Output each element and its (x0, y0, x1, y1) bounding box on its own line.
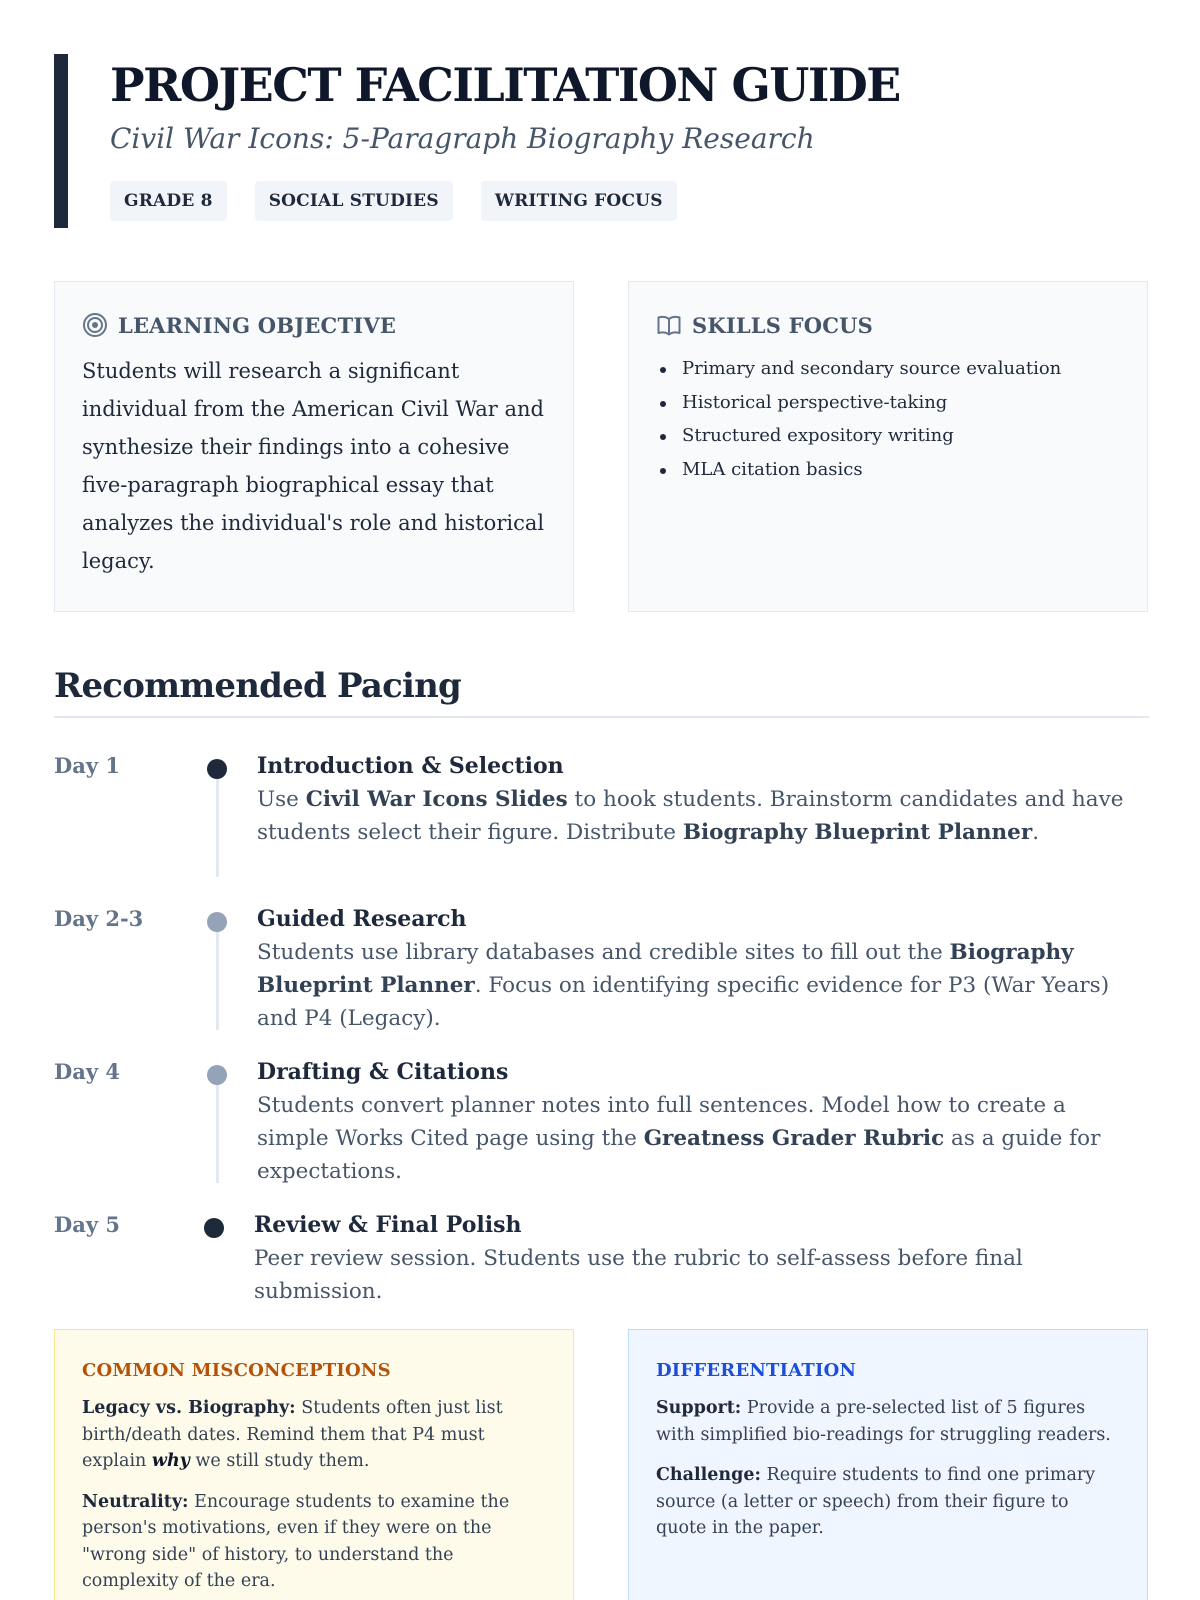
step-description (257, 1089, 1137, 1188)
text-run: Use (257, 787, 306, 812)
timeline-line (216, 779, 219, 877)
target-icon (82, 312, 108, 338)
page-subtitle: Civil War Icons: 5-Paragraph Biography Research (110, 122, 815, 155)
tag-grade: GRADE 8 (110, 181, 227, 221)
tag-list (110, 181, 1154, 221)
list-item: MLA citation basics (656, 453, 1120, 487)
list-item: Primary and secondary source evaluation (656, 352, 1120, 386)
differentiation-item (656, 1395, 1120, 1448)
text-run: . (1032, 820, 1040, 845)
text-run: . Focus on identifying specific evidence for P3 (War Years) and P4 (Legacy). (257, 973, 1110, 1031)
learning-objective-card (54, 281, 574, 612)
pacing-step-day-5 (54, 1212, 1154, 1304)
differentiation-box (628, 1329, 1148, 1600)
differentiation-item (656, 1462, 1120, 1542)
skills-list (656, 352, 1120, 486)
skills-focus-card (628, 281, 1148, 612)
learning-objective-title: LEARNING OBJECTIVE (118, 312, 397, 338)
text-run: as a guide for expectations. (257, 1126, 1101, 1184)
book-icon (656, 312, 682, 338)
day-label: Day 4 (54, 1059, 120, 1084)
tag-subject: SOCIAL STUDIES (255, 181, 453, 221)
misconceptions-box (54, 1329, 574, 1600)
header (54, 54, 1154, 228)
text-run: Students use library databases and credible sites to fill out the (257, 940, 950, 965)
timeline-dot (207, 912, 227, 932)
step-title: Review & Final Polish (254, 1212, 522, 1238)
differentiation-title: DIFFERENTIATION (656, 1360, 857, 1381)
step-description (257, 936, 1137, 1035)
text-run: Require students to find one primary source (a letter or speech) from their figure to quote in the paper. (656, 1465, 1096, 1538)
step-title: Introduction & Selection (257, 753, 564, 779)
misconceptions-title: COMMON MISCONCEPTIONS (82, 1360, 391, 1381)
pacing-heading: Recommended Pacing (54, 666, 1149, 718)
skills-focus-title: SKILLS FOCUS (692, 312, 874, 338)
learning-objective-heading (82, 312, 546, 338)
day-label: Day 5 (54, 1212, 120, 1237)
misconception-label: Neutrality: (82, 1491, 189, 1512)
timeline-line (216, 1085, 219, 1183)
step-title: Drafting & Citations (257, 1059, 509, 1085)
emphasis-text: Biography Blueprint Planner (682, 820, 1033, 845)
step-description (257, 783, 1137, 849)
emphasis-text: Biography Blueprint Planner (257, 940, 1074, 998)
differentiation-label: Support: (656, 1398, 742, 1418)
page-title: PROJECT FACILITATION GUIDE (110, 58, 900, 112)
timeline-dot (207, 1065, 227, 1085)
tag-focus: WRITING FOCUS (481, 181, 677, 221)
pacing-step-day-1 (54, 753, 1154, 883)
text-run: Peer review session. Students use the rubric to self-assess before final submission. (254, 1246, 1023, 1304)
emphasis-text: Greatness Grader Rubric (643, 1126, 945, 1151)
step-description (254, 1242, 1154, 1308)
text-run: Encourage students to examine the person's motivations, even if they were on the "wrong side" of history, to understand the complexity of the era. (82, 1491, 510, 1591)
misconception-item (82, 1395, 546, 1475)
list-item: Structured expository writing (656, 419, 1120, 453)
misconception-label: Legacy vs. Biography: (82, 1398, 296, 1418)
timeline-dot (207, 759, 227, 779)
text-run: Students often just list birth/death dates. Remind them that P4 must explain (82, 1398, 503, 1471)
misconception-item (82, 1489, 546, 1595)
emphasis-text: Civil War Icons Slides (305, 787, 568, 812)
step-title: Guided Research (257, 906, 467, 932)
differentiation-label: Challenge: (656, 1465, 761, 1485)
pacing-step-day-2-3 (54, 906, 1154, 1036)
timeline-dot (204, 1218, 224, 1238)
list-item: Historical perspective-taking (656, 386, 1120, 420)
text-run: to hook students. Brainstorm candidates and have students select their figure. Distribute (257, 787, 1124, 845)
pacing-step-day-4 (54, 1059, 1154, 1189)
text-run: Students convert planner notes into full sentences. Model how to create a simple Works Cited page using the (257, 1093, 1066, 1151)
day-label: Day 2-3 (54, 906, 144, 931)
learning-objective-text: Students will research a significant individual from the American Civil War and synthesize their findings into a cohesive five-paragraph biographical essay that analyzes the individual's role and historical legacy. (82, 359, 545, 573)
timeline-line (216, 932, 219, 1030)
text-run: Provide a pre-selected list of 5 figures with simplified bio-readings for struggling readers. (656, 1398, 1111, 1445)
day-label: Day 1 (54, 753, 120, 778)
text-run: we still study them. (189, 1451, 370, 1471)
skills-focus-heading (656, 312, 1120, 338)
emphasis-text: why (151, 1451, 190, 1471)
